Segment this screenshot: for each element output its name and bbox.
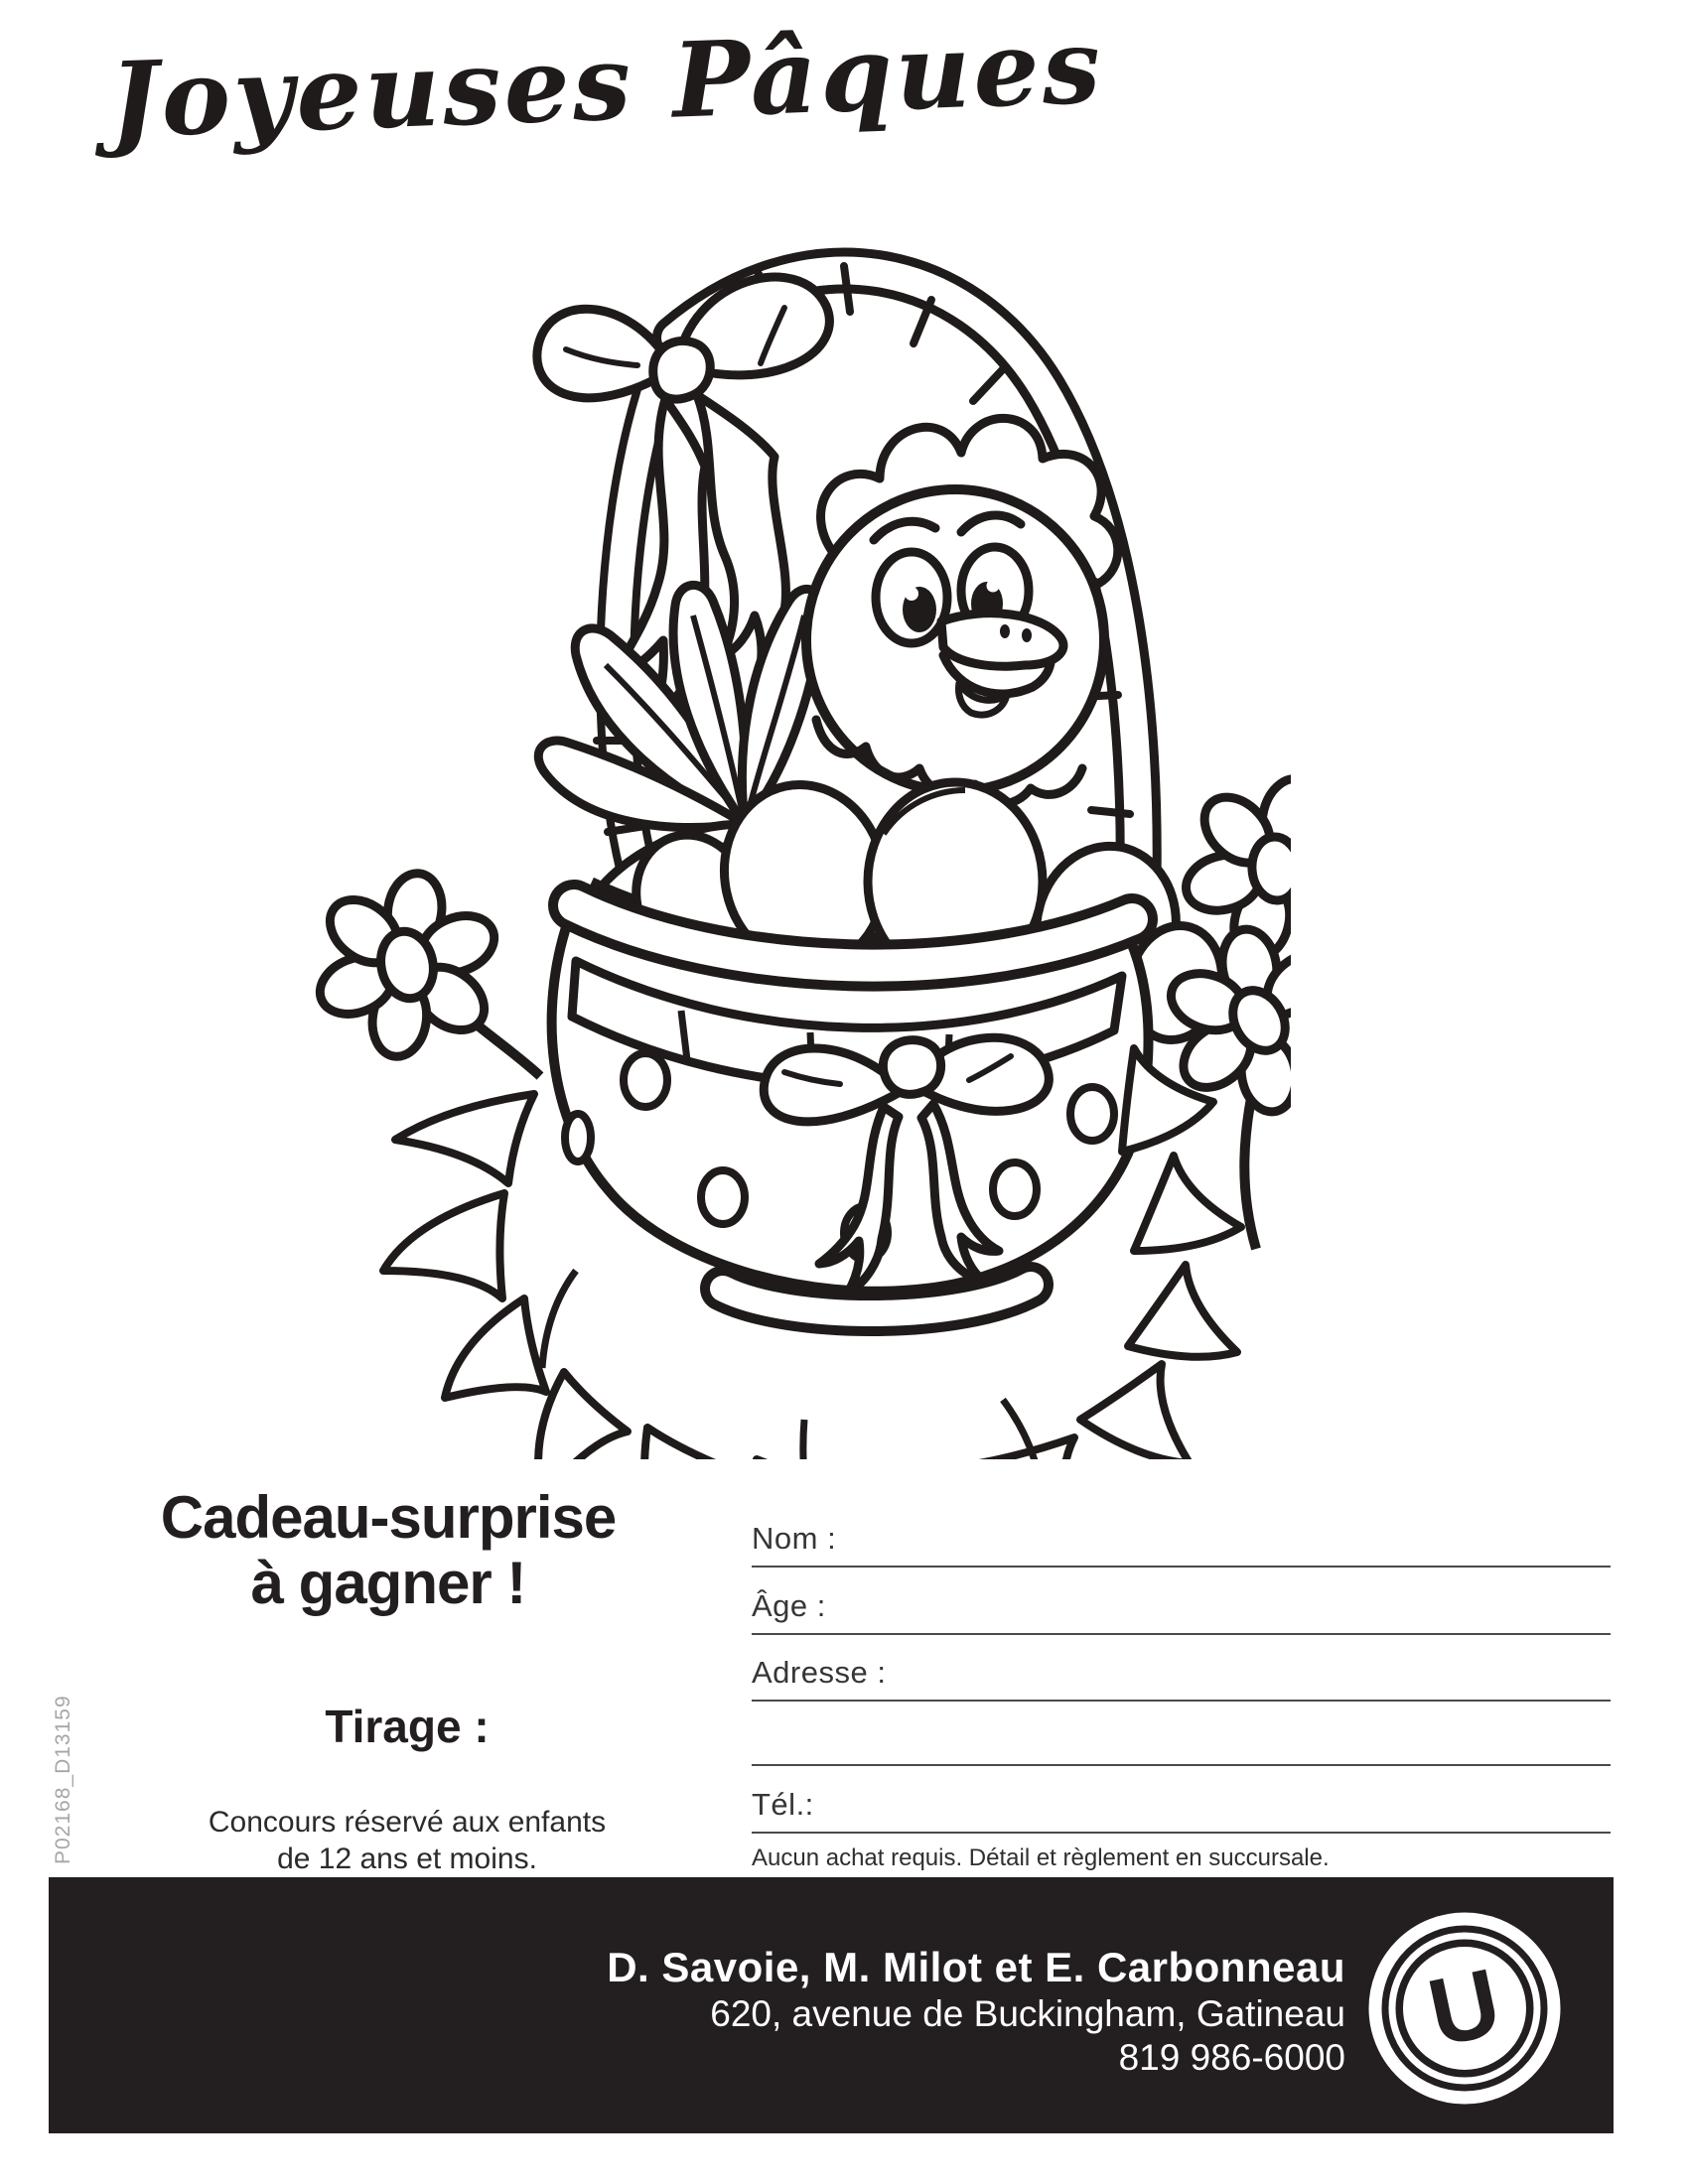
store-address: 620, avenue de Buckingham, Gatineau [710,1993,1345,2034]
prize-headline-line1: Cadeau-surprise [160,1484,617,1551]
field-adresse [752,1653,1611,1702]
eligibility-line2: de 12 ans et moins. [277,1843,537,1875]
chick [806,418,1118,803]
easter-chick-illustration [248,139,1291,1459]
logo-letter: U [1419,1948,1509,2068]
eligibility-line1: Concours réservé aux enfants [208,1806,607,1839]
left-daisy [302,861,540,1076]
field-adresse-line2 [752,1729,1611,1766]
draw-label: Tirage : [325,1701,490,1752]
field-adresse-label: Adresse : [752,1655,887,1690]
store-owners: D. Savoie, M. Milot et E. Carbonneau [607,1944,1345,1990]
page-title: Joyeuses Pâques [107,4,1105,162]
store-info [607,1943,1345,2080]
prize-headline-line2: à gagner ! [250,1550,526,1616]
field-age-label: Âge : [752,1588,826,1623]
field-nom [752,1521,1611,1568]
footer-bar [49,1877,1614,2133]
field-age [752,1586,1611,1635]
field-tel-label: Tél.: [752,1787,814,1822]
store-phone: 819 986-6000 [1118,2037,1345,2078]
print-code: P02168_D13159 [52,1695,74,1864]
uniprix-u-logo-icon [1365,1909,1564,2108]
prize-headline [90,1485,686,1616]
contest-disclaimer: Aucun achat requis. Détail et règlement en succursale. [752,1844,1330,1871]
field-nom-label: Nom : [752,1521,837,1556]
eligibility-note [109,1804,705,1877]
field-tel [752,1785,1611,1834]
